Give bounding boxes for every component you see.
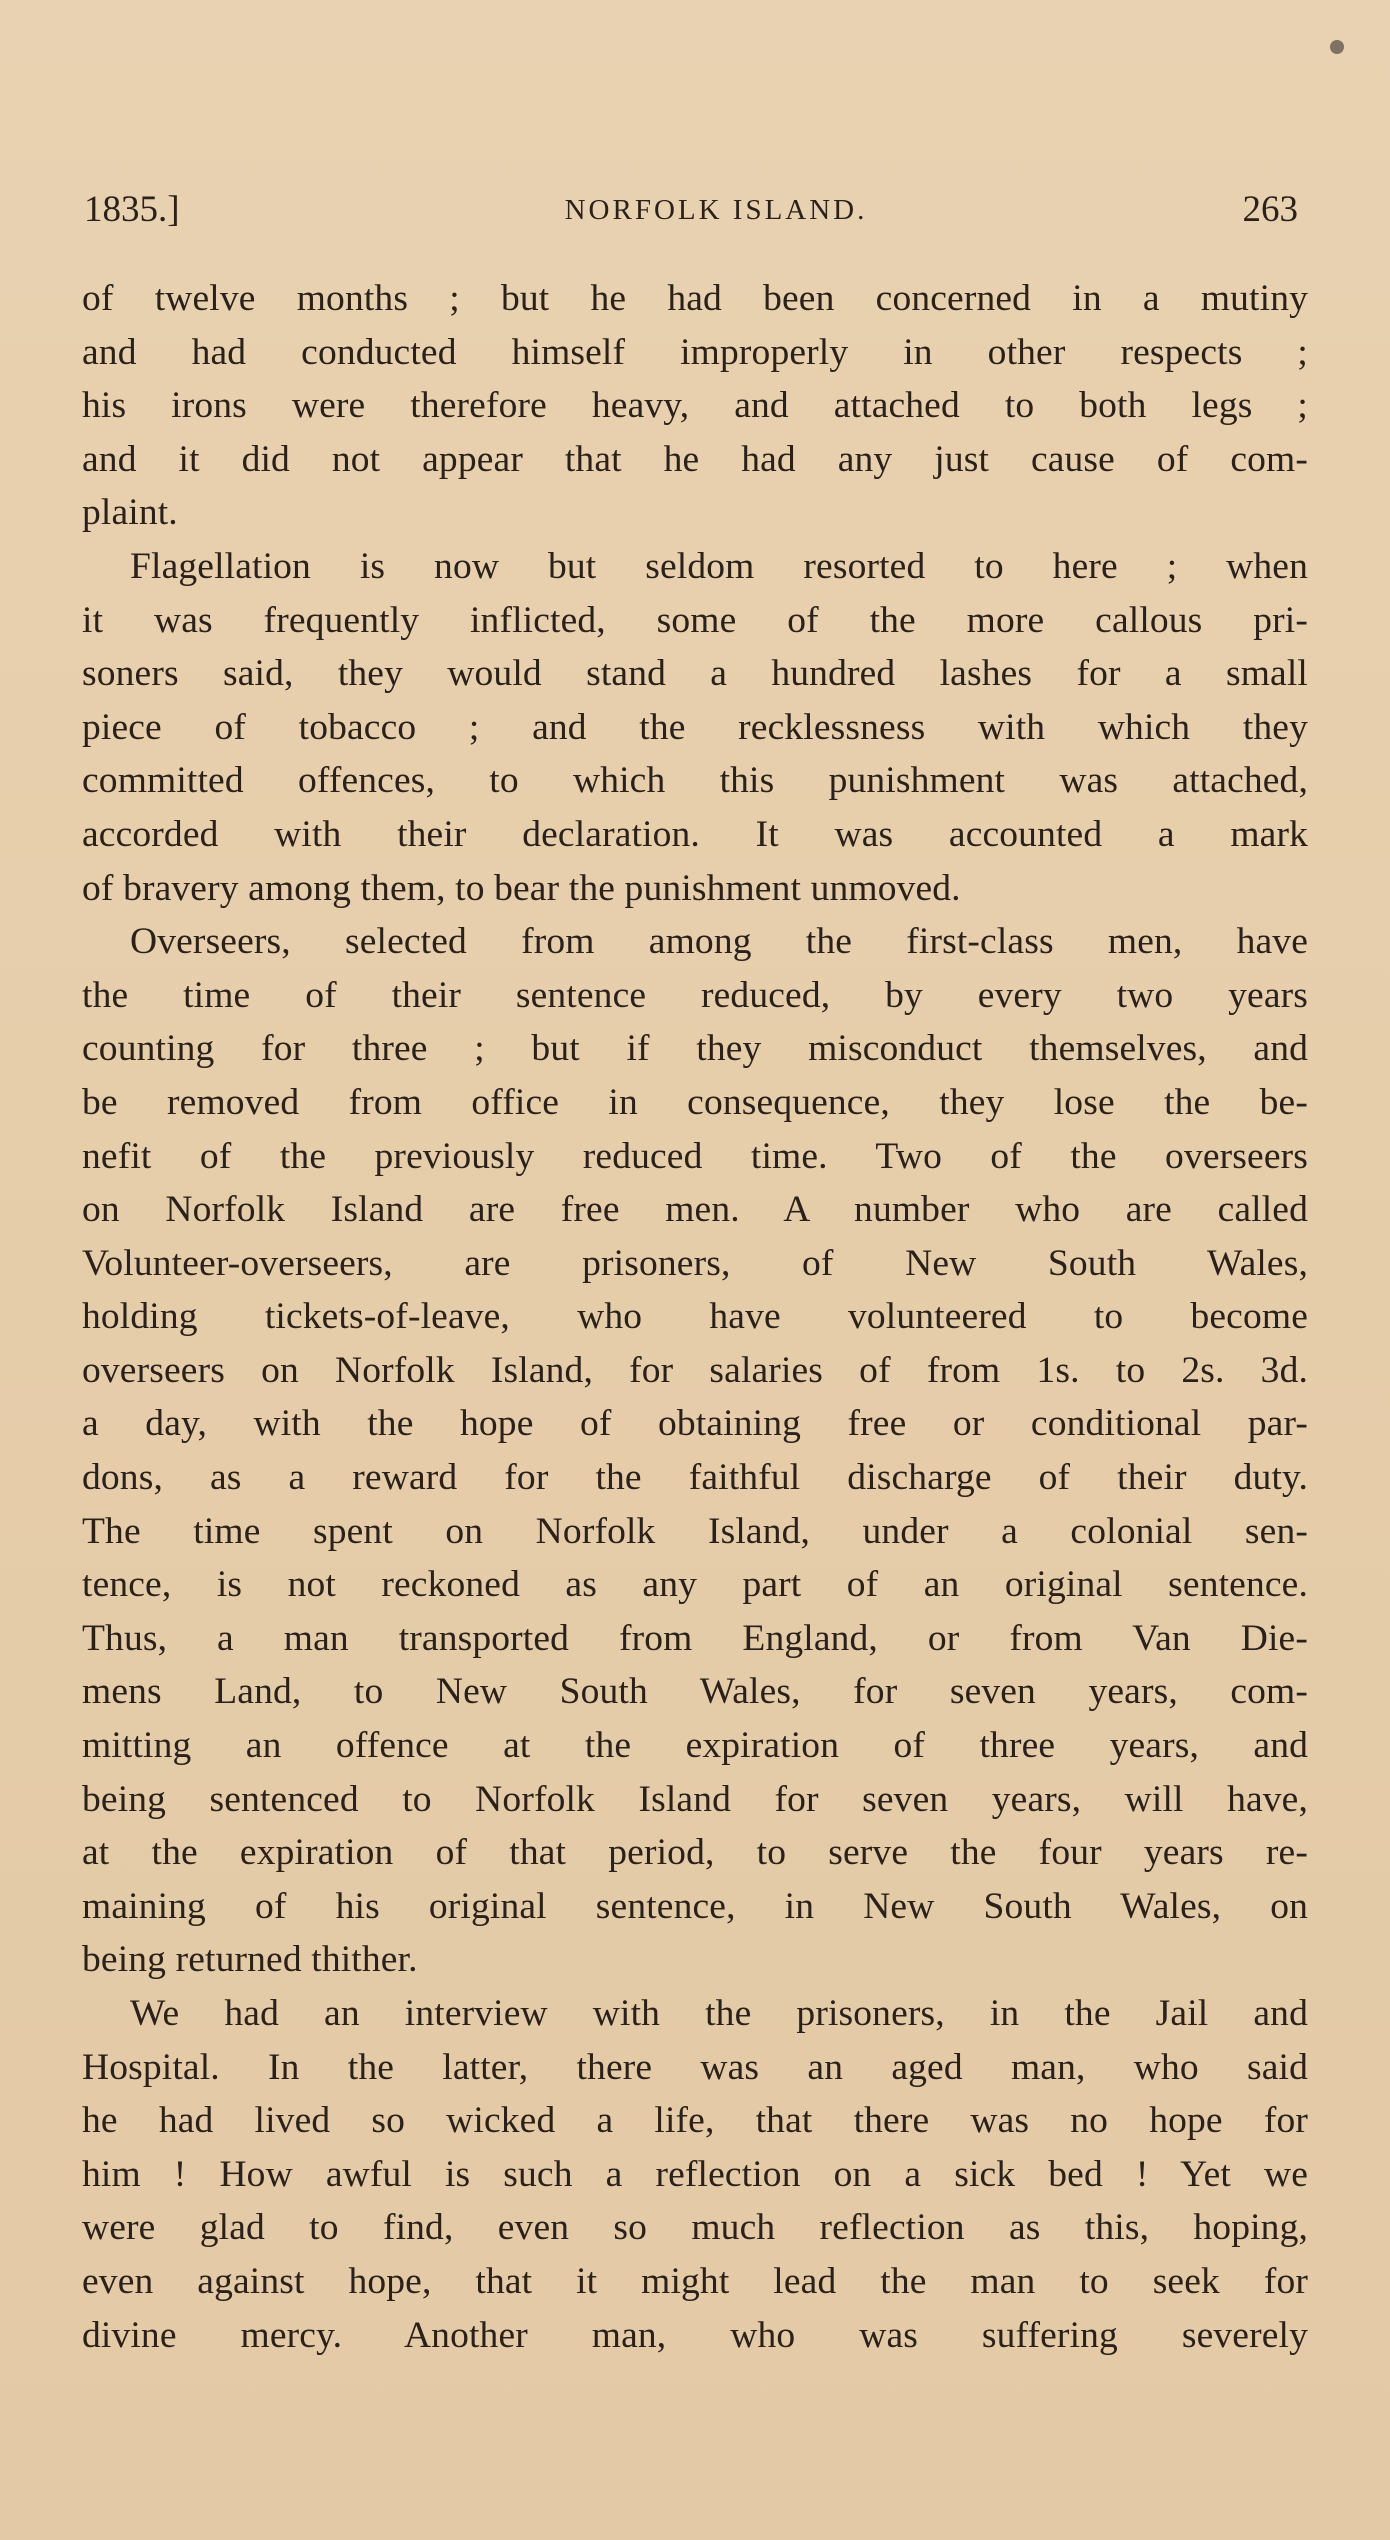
text-line: soners said, they would stand a hundred lashes for a small xyxy=(82,653,1308,695)
text-line: overseers on Norfolk Island, for salaries of from 1s. to 2s. 3d. xyxy=(82,1349,1308,1391)
text-line: being returned thither. xyxy=(82,1939,418,1981)
text-line: were glad to find, even so much reflection as this, hoping, xyxy=(82,2207,1308,2249)
text-line: divine mercy. Another man, who was suffering severely xyxy=(82,2314,1308,2356)
text-line: mitting an offence at the expiration of three years, and xyxy=(82,1725,1308,1767)
text-line: piece of tobacco ; and the recklessness with which they xyxy=(82,706,1308,748)
text-line: mens Land, to New South Wales, for seven years, com- xyxy=(82,1671,1308,1713)
text-line: even against hope, that it might lead the man to seek for xyxy=(82,2260,1308,2302)
text-line: being sentenced to Norfolk Island for seven years, will have, xyxy=(82,1778,1308,1820)
header-title: NORFOLK ISLAND. xyxy=(564,194,868,226)
text-line: Hospital. In the latter, there was an aged man, who said xyxy=(82,2046,1308,2088)
ink-speck xyxy=(1330,40,1344,54)
text-line: of twelve months ; but he had been concerned in a mutiny xyxy=(82,278,1308,319)
text-line: We had an interview with the prisoners, in the Jail and xyxy=(130,1993,1308,2034)
text-line: Thus, a man transported from England, or from Van Die- xyxy=(82,1617,1308,1659)
text-line: be removed from office in consequence, they lose the be- xyxy=(82,1081,1308,1123)
text-line: maining of his original sentence, in New South Wales, on xyxy=(82,1885,1308,1927)
text-line: the time of their sentence reduced, by every two years xyxy=(82,974,1308,1016)
text-line: him ! How awful is such a reflection on a sick bed ! Yet we xyxy=(82,2153,1308,2195)
text-line: counting for three ; but if they misconduct themselves, and xyxy=(82,1028,1308,1070)
text-line: Overseers, selected from among the first-class men, have xyxy=(130,921,1308,963)
text-line: at the expiration of that period, to serve the four years re- xyxy=(82,1832,1308,1874)
text-line: a day, with the hope of obtaining free or conditional par- xyxy=(82,1403,1308,1445)
text-line: and had conducted himself improperly in other respects ; xyxy=(82,331,1308,373)
text-line: The time spent on Norfolk Island, under a colonial sen- xyxy=(82,1510,1308,1552)
running-head xyxy=(84,180,1298,240)
text-line: plaint. xyxy=(82,492,178,534)
text-line: it was frequently inflicted, some of the more callous pri- xyxy=(82,599,1308,641)
header-year: 1835.] xyxy=(84,189,180,230)
text-line: accorded with their declaration. It was accounted a mark xyxy=(82,813,1308,855)
text-line: committed offences, to which this punishment was attached, xyxy=(82,760,1308,802)
page-number: 263 xyxy=(1242,189,1298,230)
text-line: Volunteer-overseers, are prisoners, of New South Wales, xyxy=(82,1242,1308,1284)
text-line: his irons were therefore heavy, and attached to both legs ; xyxy=(82,385,1308,427)
text-line: holding tickets-of-leave, who have volunteered to become xyxy=(82,1296,1308,1338)
text-line: nefit of the previously reduced time. Two of the overseers xyxy=(82,1135,1308,1177)
text-line: he had lived so wicked a life, that there was no hope for xyxy=(82,2100,1308,2142)
text-line: on Norfolk Island are free men. A number who are called xyxy=(82,1189,1308,1231)
text-line: tence, is not reckoned as any part of an original sentence. xyxy=(82,1564,1308,1606)
text-line: dons, as a reward for the faithful discharge of their duty. xyxy=(82,1457,1308,1499)
body-text xyxy=(82,272,1308,2362)
text-line: and it did not appear that he had any just cause of com- xyxy=(82,438,1308,480)
text-line: Flagellation is now but seldom resorted to here ; when xyxy=(130,545,1308,587)
text-line: of bravery among them, to bear the punishment unmoved. xyxy=(82,867,961,909)
